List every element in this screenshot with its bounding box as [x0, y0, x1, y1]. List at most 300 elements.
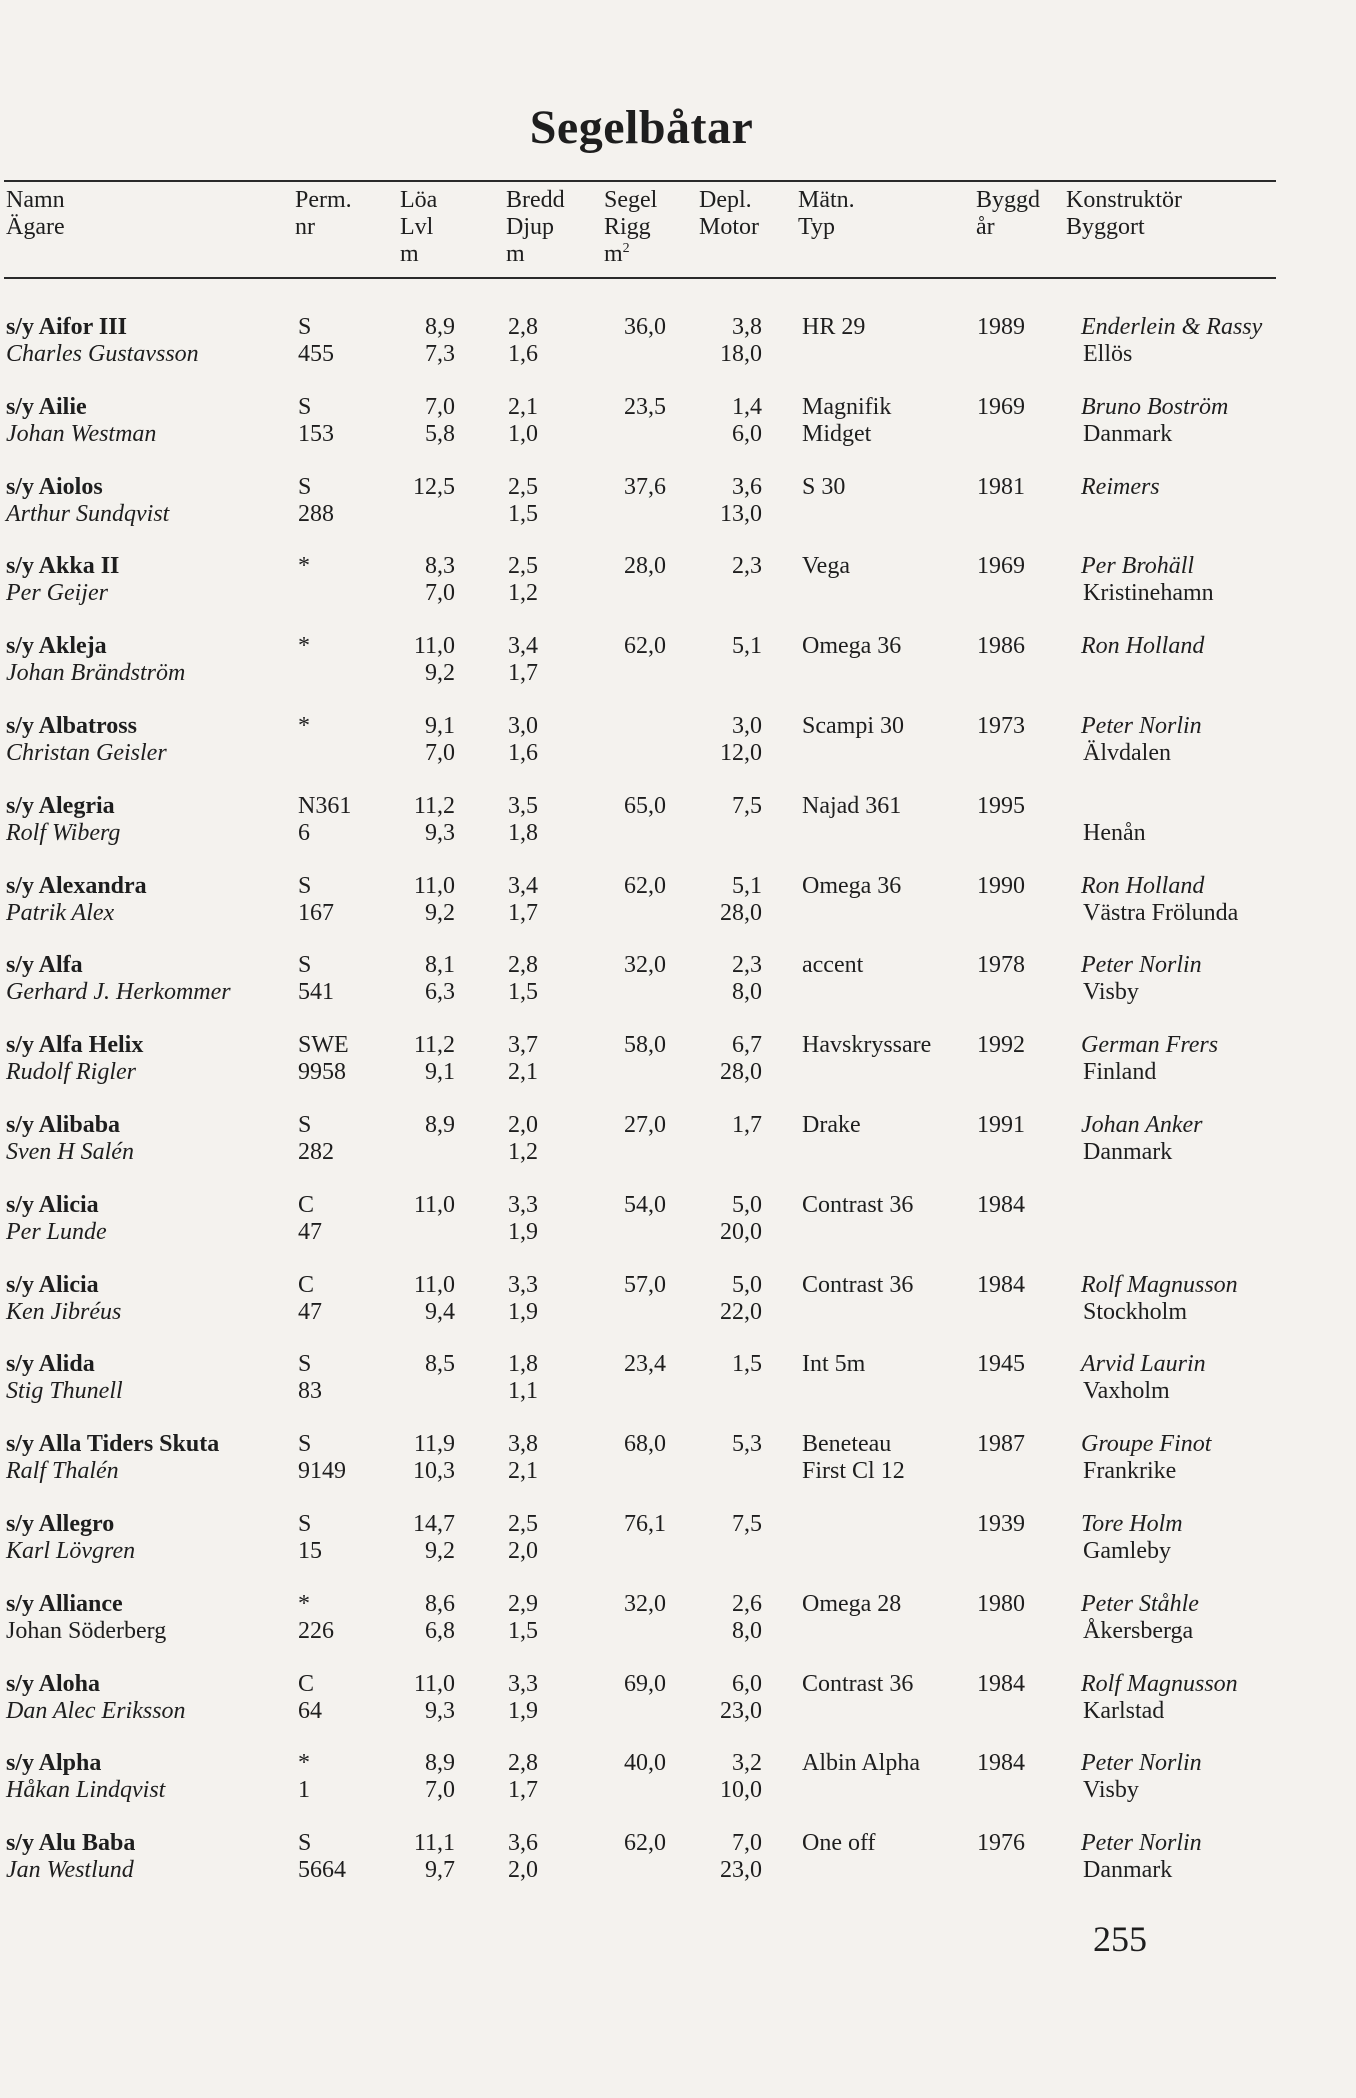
boat-djup: 2,0: [508, 1538, 538, 1564]
boat-bredd: 2,8: [508, 314, 538, 340]
boat-loa: 11,0: [413, 1271, 455, 1298]
column-header: Bredd: [506, 187, 565, 213]
boat-loa: 11,2: [413, 1032, 455, 1059]
boat-konstruktor: Peter Ståhle: [1081, 1590, 1199, 1617]
boat-byggort: Stockholm: [1083, 1298, 1188, 1325]
column-header: år: [976, 214, 995, 240]
boat-segel: 23,5: [624, 393, 666, 420]
boat-loa: 8,6: [425, 1590, 455, 1617]
boat-loa: 11,2: [413, 792, 455, 819]
boat-namn: s/y Allegro: [6, 1511, 115, 1537]
boat-byggd: 1984: [977, 1191, 1025, 1218]
boat-lvl: 9,7: [425, 1857, 455, 1884]
boat-perm: S: [298, 1830, 312, 1857]
boat-depl: 5,0: [732, 1271, 762, 1298]
boat-loa: 8,5: [425, 1351, 455, 1378]
boat-matn: Najad 361: [802, 792, 902, 819]
boat-namn: s/y Akka II: [6, 553, 120, 580]
boat-namn: s/y Alicia: [6, 1271, 99, 1298]
boat-agare: Håkan Lindqvist: [6, 1777, 166, 1804]
boat-bredd: 3,4: [508, 872, 538, 899]
boat-perm: S: [298, 1112, 312, 1138]
boat-nr: 167: [298, 899, 334, 926]
column-header: Ägare: [6, 214, 65, 240]
page-number: 255: [1093, 1919, 1147, 1959]
boat-namn: s/y Akleja: [6, 633, 107, 660]
boat-perm: S: [298, 1431, 312, 1458]
boat-depl: 5,1: [732, 633, 762, 660]
boat-agare: Per Geijer: [6, 580, 108, 607]
column-header: nr: [295, 214, 315, 240]
boat-segel: 62,0: [624, 633, 666, 660]
boat-lvl: 7,0: [425, 1777, 455, 1804]
boat-bredd: 2,5: [508, 553, 538, 580]
boat-byggd: 1939: [977, 1511, 1025, 1537]
boat-djup: 1,2: [508, 1139, 538, 1165]
boat-byggort: Danmark: [1083, 1139, 1173, 1165]
boat-byggort: Finland: [1083, 1059, 1157, 1086]
boat-namn: s/y Alegria: [6, 792, 115, 819]
boat-bredd: 2,0: [508, 1112, 538, 1138]
boat-loa: 8,3: [425, 553, 455, 580]
boat-motor: 12,0: [720, 740, 762, 766]
boat-konstruktor: Ron Holland: [1081, 872, 1205, 899]
boat-byggort: Danmark: [1083, 420, 1173, 447]
boat-bredd: 3,6: [508, 1830, 538, 1857]
boat-djup: 1,5: [508, 979, 538, 1006]
boat-namn: s/y Aloha: [6, 1670, 101, 1697]
boat-lvl: 9,2: [425, 1538, 455, 1564]
boat-nr: 541: [298, 979, 334, 1006]
boat-nr: 64: [298, 1697, 322, 1724]
boat-bredd: 3,8: [508, 1431, 538, 1458]
boat-segel: 62,0: [624, 872, 666, 899]
boat-typ: First Cl 12: [802, 1458, 905, 1485]
boat-djup: 1,7: [508, 899, 538, 926]
boat-loa: 11,0: [413, 1670, 455, 1697]
boat-byggd: 1986: [977, 633, 1025, 660]
boat-segel: 40,0: [624, 1750, 666, 1777]
boat-perm: N361: [298, 792, 352, 819]
boat-agare: Sven H Salén: [6, 1139, 134, 1165]
boat-lvl: 7,0: [425, 740, 455, 766]
column-header: Byggort: [1066, 214, 1145, 240]
boat-perm: SWE: [298, 1032, 349, 1059]
boat-matn: accent: [802, 952, 864, 979]
column-header: Depl.: [699, 187, 752, 213]
boat-djup: 1,6: [508, 341, 538, 367]
boat-matn: S 30: [802, 473, 846, 500]
boat-segel: 23,4: [624, 1351, 666, 1378]
boat-konstruktor: Peter Norlin: [1081, 1750, 1202, 1777]
boat-agare: Stig Thunell: [6, 1378, 123, 1405]
boat-motor: 23,0: [720, 1697, 762, 1724]
boat-depl: 7,0: [732, 1830, 762, 1857]
boat-motor: 8,0: [732, 979, 762, 1006]
column-header: m: [400, 241, 419, 267]
boat-byggd: 1984: [977, 1271, 1025, 1298]
boat-bredd: 3,7: [508, 1032, 538, 1059]
boat-matn: Contrast 36: [802, 1670, 914, 1697]
boat-agare: Ken Jibréus: [6, 1298, 122, 1325]
boat-loa: 8,9: [425, 314, 455, 340]
boat-segel: 27,0: [624, 1112, 666, 1138]
boat-agare: Rolf Wiberg: [6, 819, 121, 846]
boat-byggort: Karlstad: [1083, 1697, 1165, 1724]
column-header: Rigg: [604, 214, 651, 240]
boat-matn: Scampi 30: [802, 713, 904, 739]
boat-loa: 9,1: [425, 713, 455, 739]
boat-byggd: 1969: [977, 553, 1025, 580]
boat-perm: *: [298, 553, 310, 580]
boat-depl: 3,2: [732, 1750, 762, 1777]
boat-konstruktor: Per Brohäll: [1081, 553, 1195, 580]
boat-konstruktor: Enderlein & Rassy: [1081, 314, 1263, 340]
boat-perm: C: [298, 1271, 315, 1298]
boat-byggort: Vaxholm: [1083, 1378, 1170, 1405]
boat-lvl: 9,2: [425, 660, 455, 687]
boat-agare: Arthur Sundqvist: [6, 500, 170, 527]
boat-perm: S: [298, 952, 312, 979]
boat-depl: 5,3: [732, 1431, 762, 1458]
boat-perm: S: [298, 314, 312, 340]
boat-segel: 62,0: [624, 1830, 666, 1857]
boat-nr: 153: [298, 420, 334, 447]
boat-byggort: Älvdalen: [1083, 740, 1171, 766]
boat-lvl: 6,8: [425, 1617, 455, 1644]
boat-agare: Dan Alec Eriksson: [6, 1697, 186, 1724]
boat-byggd: 1990: [977, 872, 1025, 899]
boat-perm: S: [298, 473, 312, 500]
boat-byggd: 1995: [977, 792, 1025, 819]
boat-lvl: 9,3: [425, 819, 455, 846]
column-header: Segel: [604, 187, 658, 213]
boat-djup: 1,9: [508, 1218, 538, 1245]
column-header: $m^2$: [604, 241, 630, 267]
boat-segel: 69,0: [624, 1670, 666, 1697]
boat-motor: 13,0: [720, 500, 762, 527]
boat-namn: s/y Albatross: [6, 713, 137, 739]
boat-nr: 226: [298, 1617, 334, 1644]
boat-segel: 58,0: [624, 1032, 666, 1059]
boat-nr: 288: [298, 500, 334, 527]
boat-byggd: 1981: [977, 473, 1025, 500]
boat-lvl: 7,3: [425, 341, 455, 367]
boat-perm: S: [298, 393, 312, 420]
boat-loa: 11,9: [413, 1431, 455, 1458]
boat-bredd: 2,5: [508, 473, 538, 500]
boat-konstruktor: Tore Holm: [1081, 1511, 1183, 1537]
boat-motor: 22,0: [720, 1298, 762, 1325]
boat-motor: 23,0: [720, 1857, 762, 1884]
boat-konstruktor: Ron Holland: [1081, 633, 1205, 660]
boat-djup: 1,0: [508, 420, 538, 447]
boat-loa: 11,0: [413, 1191, 455, 1218]
boat-segel: 28,0: [624, 553, 666, 580]
boat-byggort: Visby: [1083, 979, 1139, 1006]
boat-bredd: 2,8: [508, 1750, 538, 1777]
boat-konstruktor: Rolf Magnusson: [1081, 1271, 1238, 1298]
boat-byggort: Kristinehamn: [1083, 580, 1214, 607]
boat-segel: 65,0: [624, 792, 666, 819]
boat-nr: 455: [298, 341, 334, 367]
boat-djup: 1,6: [508, 740, 538, 766]
boat-lvl: 9,1: [425, 1059, 455, 1086]
boat-agare: Gerhard J. Herkommer: [6, 979, 231, 1006]
boat-nr: 5664: [298, 1857, 346, 1884]
boat-depl: 5,0: [732, 1191, 762, 1218]
boat-byggort: Västra Frölunda: [1083, 899, 1239, 926]
boat-byggd: 1987: [977, 1431, 1025, 1458]
boat-byggd: 1976: [977, 1830, 1025, 1857]
boat-matn: Vega: [802, 553, 850, 580]
column-header-superscript: 2: [622, 241, 630, 256]
boat-segel: 68,0: [624, 1431, 666, 1458]
boat-konstruktor: Reimers: [1081, 473, 1160, 500]
boat-byggd: 1945: [977, 1351, 1025, 1378]
boat-loa: 11,0: [413, 633, 455, 660]
boat-loa: 8,1: [425, 952, 455, 979]
boat-djup: 1,9: [508, 1298, 538, 1325]
page-title: Segelbåtar: [529, 101, 754, 154]
boat-byggd: 1969: [977, 393, 1025, 420]
boat-byggort: Visby: [1083, 1777, 1139, 1804]
boat-byggd: 1984: [977, 1670, 1025, 1697]
boat-byggort: Ellös: [1083, 341, 1133, 367]
boat-matn: Omega 36: [802, 872, 902, 899]
column-header: Motor: [699, 214, 759, 240]
boat-depl: 1,5: [732, 1351, 762, 1378]
boat-agare: Patrik Alex: [6, 899, 115, 926]
boat-byggort: Danmark: [1083, 1857, 1173, 1884]
boat-perm: *: [298, 1750, 310, 1777]
boat-byggort: Frankrike: [1083, 1458, 1177, 1485]
header-bottom-rule: [4, 277, 1276, 279]
boat-nr: 282: [298, 1139, 334, 1165]
boat-konstruktor: Rolf Magnusson: [1081, 1670, 1238, 1697]
boat-loa: 11,1: [413, 1830, 455, 1857]
boat-loa: 8,9: [425, 1750, 455, 1777]
boat-djup: 2,1: [508, 1059, 538, 1086]
boat-bredd: 2,5: [508, 1511, 538, 1537]
boat-djup: 1,5: [508, 500, 538, 527]
boat-matn: Omega 36: [802, 633, 902, 660]
boat-perm: *: [298, 713, 310, 739]
boat-lvl: 6,3: [425, 979, 455, 1006]
boat-perm: *: [298, 1590, 310, 1617]
boat-konstruktor: Groupe Finot: [1081, 1431, 1212, 1458]
boat-depl: 7,5: [732, 1511, 762, 1537]
boat-konstruktor: Arvid Laurin: [1081, 1351, 1206, 1378]
boat-bredd: 2,8: [508, 952, 538, 979]
boat-segel: 37,6: [624, 473, 666, 500]
boat-namn: s/y Alicia: [6, 1191, 99, 1218]
boat-konstruktor: German Frers: [1081, 1032, 1219, 1059]
boat-perm: C: [298, 1191, 315, 1218]
boat-agare: Per Lunde: [6, 1218, 107, 1245]
boat-konstruktor: Peter Norlin: [1081, 1830, 1202, 1857]
boat-lvl: 10,3: [413, 1458, 455, 1485]
boat-konstruktor: Bruno Boström: [1081, 393, 1229, 420]
boat-depl: 3,8: [732, 314, 762, 340]
boat-depl: 2,3: [732, 553, 762, 580]
boat-matn: Albin Alpha: [802, 1750, 920, 1777]
boat-agare: Rudolf Rigler: [6, 1059, 136, 1086]
boat-namn: s/y Alu Baba: [6, 1830, 136, 1857]
boat-typ: Midget: [802, 420, 872, 447]
boat-nr: 15: [298, 1538, 322, 1564]
boat-depl: 2,6: [732, 1590, 762, 1617]
boat-agare: Johan Brändström: [6, 660, 186, 687]
column-header: Byggd: [976, 187, 1041, 213]
boat-perm: S: [298, 872, 312, 899]
boat-byggd: 1992: [977, 1032, 1025, 1059]
boat-byggort: Henån: [1083, 819, 1146, 846]
column-header: Konstruktör: [1066, 187, 1182, 213]
boat-depl: 2,3: [732, 952, 762, 979]
boat-byggd: 1973: [977, 713, 1025, 739]
boat-bredd: 3,0: [508, 713, 538, 739]
boat-konstruktor: Peter Norlin: [1081, 713, 1202, 739]
boat-bredd: 2,1: [508, 393, 538, 420]
boat-depl: 6,7: [732, 1032, 762, 1059]
boat-motor: 28,0: [720, 899, 762, 926]
boat-byggort: Åkersberga: [1083, 1617, 1194, 1644]
boat-nr: 47: [298, 1298, 322, 1325]
boat-matn: Beneteau: [802, 1431, 892, 1458]
boat-motor: 8,0: [732, 1617, 762, 1644]
boat-byggort: Gamleby: [1083, 1538, 1171, 1564]
boat-konstruktor: Peter Norlin: [1081, 952, 1202, 979]
boat-namn: s/y Aiolos: [6, 473, 103, 500]
column-header: Löa: [400, 187, 438, 213]
boat-lvl: 9,4: [425, 1298, 455, 1325]
boat-djup: 1,2: [508, 580, 538, 607]
boat-namn: s/y Alibaba: [6, 1112, 121, 1138]
boat-matn: Drake: [802, 1112, 861, 1138]
boat-motor: 6,0: [732, 420, 762, 447]
boat-lvl: 5,8: [425, 420, 455, 447]
boat-segel: 32,0: [624, 1590, 666, 1617]
boat-djup: 1,9: [508, 1697, 538, 1724]
boat-djup: 2,1: [508, 1458, 538, 1485]
boat-lvl: 7,0: [425, 580, 455, 607]
boat-agare: Jan Westlund: [6, 1857, 134, 1884]
boat-depl: 1,7: [732, 1112, 762, 1138]
column-header: Mätn.: [798, 187, 855, 213]
boat-matn: One off: [802, 1830, 876, 1857]
boat-segel: 54,0: [624, 1191, 666, 1218]
boat-matn: Int 5m: [802, 1351, 866, 1378]
boat-loa: 11,0: [413, 872, 455, 899]
boat-namn: s/y Alfa: [6, 952, 83, 979]
boat-namn: s/y Alfa Helix: [6, 1032, 144, 1059]
boat-motor: 20,0: [720, 1218, 762, 1245]
column-header: Namn: [6, 187, 65, 213]
boat-depl: 5,1: [732, 872, 762, 899]
header-top-rule: [4, 180, 1276, 182]
boat-djup: 1,7: [508, 660, 538, 687]
boat-djup: 2,0: [508, 1857, 538, 1884]
boat-bredd: 3,3: [508, 1670, 538, 1697]
boat-loa: 12,5: [413, 473, 455, 500]
boat-loa: 7,0: [425, 393, 455, 420]
boat-perm: S: [298, 1511, 312, 1537]
boat-motor: 28,0: [720, 1059, 762, 1086]
boat-byggd: 1989: [977, 314, 1025, 340]
boat-byggd: 1978: [977, 952, 1025, 979]
boat-nr: 1: [298, 1777, 310, 1804]
boat-motor: 10,0: [720, 1777, 762, 1804]
boat-bredd: 1,8: [508, 1351, 538, 1378]
boat-namn: s/y Alla Tiders Skuta: [6, 1431, 220, 1458]
boat-nr: 6: [298, 819, 310, 846]
boat-djup: 1,5: [508, 1617, 538, 1644]
boat-bredd: 2,9: [508, 1590, 538, 1617]
boat-agare: Johan Söderberg: [6, 1617, 167, 1644]
boat-motor: 18,0: [720, 341, 762, 367]
boat-bredd: 3,3: [508, 1271, 538, 1298]
boat-namn: s/y Ailie: [6, 393, 87, 420]
boat-byggd: 1984: [977, 1750, 1025, 1777]
boat-loa: 14,7: [413, 1511, 455, 1537]
boat-depl: 7,5: [732, 792, 762, 819]
column-header: Perm.: [295, 187, 352, 213]
boat-depl: 6,0: [732, 1670, 762, 1697]
boat-perm: S: [298, 1351, 312, 1378]
boat-depl: 3,6: [732, 473, 762, 500]
boat-bredd: 3,3: [508, 1191, 538, 1218]
boat-depl: 3,0: [732, 713, 762, 739]
boat-namn: s/y Alexandra: [6, 872, 147, 899]
boat-bredd: 3,4: [508, 633, 538, 660]
boat-lvl: 9,3: [425, 1697, 455, 1724]
boat-segel: 57,0: [624, 1271, 666, 1298]
boat-matn: Magnifik: [802, 393, 892, 420]
boat-djup: 1,7: [508, 1777, 538, 1804]
boat-agare: Ralf Thalén: [6, 1458, 119, 1485]
boat-namn: s/y Aifor III: [6, 314, 127, 340]
boat-nr: 47: [298, 1218, 322, 1245]
boat-djup: 1,8: [508, 819, 538, 846]
column-header: Lvl: [400, 214, 434, 240]
boat-lvl: 9,2: [425, 899, 455, 926]
boat-djup: 1,1: [508, 1378, 538, 1405]
boat-agare: Christan Geisler: [6, 740, 167, 766]
boat-depl: 1,4: [732, 393, 762, 420]
boat-byggd: 1991: [977, 1112, 1025, 1138]
column-header: Djup: [506, 214, 554, 240]
boat-byggd: 1980: [977, 1590, 1025, 1617]
boat-namn: s/y Alliance: [6, 1590, 123, 1617]
boat-matn: Contrast 36: [802, 1191, 914, 1218]
boat-bredd: 3,5: [508, 792, 538, 819]
boat-segel: 76,1: [624, 1511, 666, 1537]
boat-perm: *: [298, 633, 310, 660]
boat-matn: Havskryssare: [802, 1032, 932, 1059]
column-header: Typ: [798, 214, 835, 240]
boat-nr: 83: [298, 1378, 322, 1405]
boat-agare: Karl Lövgren: [6, 1538, 136, 1564]
boat-loa: 8,9: [425, 1112, 455, 1138]
column-header: m: [506, 241, 525, 267]
boat-perm: C: [298, 1670, 315, 1697]
boat-agare: Charles Gustavsson: [6, 341, 199, 367]
boat-konstruktor: Johan Anker: [1081, 1112, 1203, 1138]
boat-matn: HR 29: [802, 314, 866, 340]
boat-segel: 32,0: [624, 952, 666, 979]
boat-nr: 9149: [298, 1458, 346, 1485]
